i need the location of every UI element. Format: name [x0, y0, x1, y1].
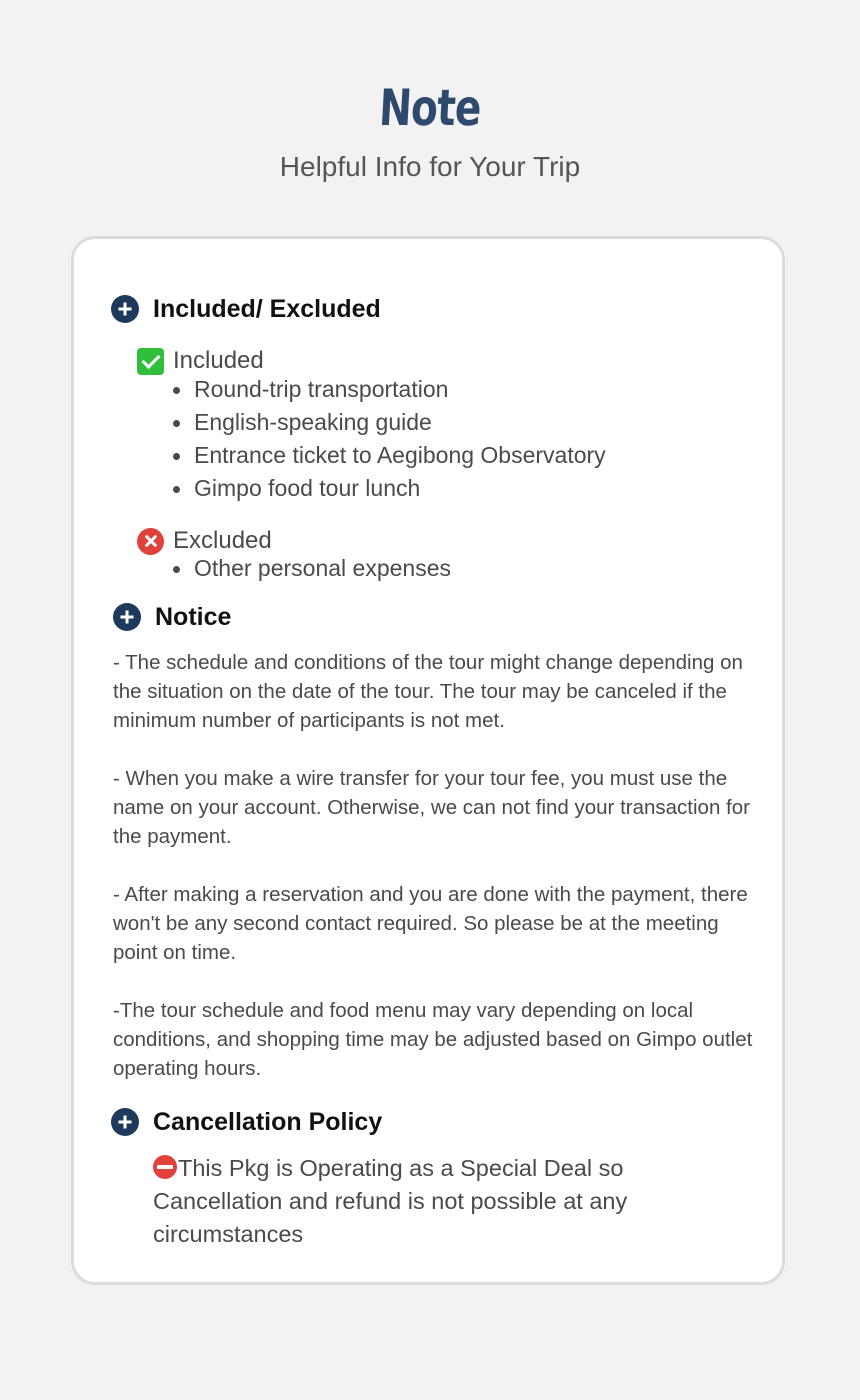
- excluded-list: [173, 552, 451, 585]
- cancellation-title: Cancellation Policy: [153, 1108, 383, 1136]
- included-item: English-speaking guide: [173, 406, 606, 439]
- excluded-label: Excluded: [173, 527, 272, 554]
- notice-paragraph: - When you make a wire transfer for your tour fee, you must use the name on your account. Otherwise, we can not find your transaction for the payment.: [113, 767, 750, 848]
- included-list: [173, 373, 606, 505]
- plus-circle-icon: [111, 295, 139, 323]
- cancellation-text-block: [153, 1152, 723, 1251]
- included-excluded-title: Included/ Excluded: [153, 295, 381, 323]
- x-circle-icon: [137, 528, 164, 555]
- page-subtitle: Helpful Info for Your Trip: [279, 151, 581, 182]
- cancellation-text: This Pkg is Operating as a Special Deal so Cancellation and refund is not possible at any circumstances: [153, 1155, 628, 1247]
- included-item: Gimpo food tour lunch: [173, 472, 606, 505]
- no-entry-icon: [153, 1155, 177, 1179]
- notice-paragraph: - After making a reservation and you are done with the payment, there won't be any second contact required. So please be at the meeting point on time.: [113, 883, 748, 964]
- included-heading: [137, 346, 264, 376]
- included-item: Entrance ticket to Aegibong Observatory: [173, 439, 606, 472]
- plus-circle-icon: [113, 603, 141, 631]
- notice-paragraph: -The tour schedule and food menu may vary depending on local conditions, and shopping time may be adjusted based on Gimpo outlet operating hours.: [113, 999, 753, 1080]
- cancellation-header[interactable]: [111, 1107, 382, 1137]
- notice-title: Notice: [155, 603, 232, 631]
- included-item: Round-trip transportation: [173, 373, 606, 406]
- plus-circle-icon: [111, 1108, 139, 1136]
- check-box-icon: [137, 348, 164, 375]
- notice-header[interactable]: [113, 602, 231, 632]
- included-label: Included: [173, 347, 264, 374]
- excluded-item: Other personal expenses: [173, 552, 451, 585]
- notice-paragraph: - The schedule and conditions of the tour might change depending on the situation on the date of the tour. The tour may be canceled if the minimum number of participants is not met.: [113, 651, 743, 732]
- included-excluded-header[interactable]: [111, 294, 381, 324]
- page-title: Note: [377, 79, 483, 137]
